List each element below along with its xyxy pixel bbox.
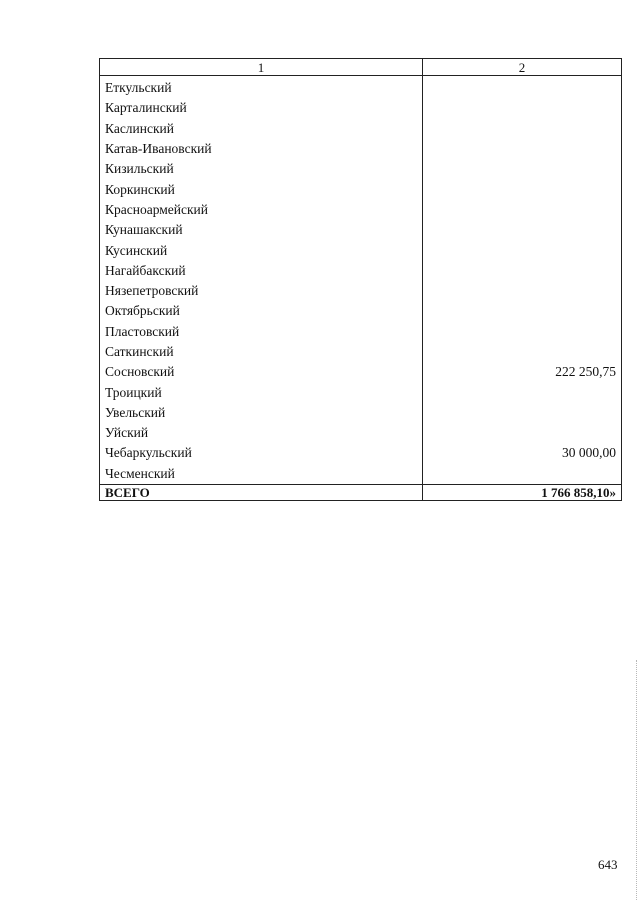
district-value: 222 250,75 — [423, 362, 622, 382]
district-value — [423, 220, 622, 240]
table-row — [100, 179, 622, 199]
total-value: 1 766 858,10» — [423, 484, 622, 500]
district-name: Октябрьский — [100, 301, 423, 321]
district-name: Красноармейский — [100, 200, 423, 220]
district-value — [423, 423, 622, 443]
district-name: Кусинский — [100, 240, 423, 260]
table-row — [100, 403, 622, 423]
column-header-2: 2 — [423, 59, 622, 76]
district-name: Пластовский — [100, 322, 423, 342]
district-name: Нязепетровский — [100, 281, 423, 301]
district-value — [423, 200, 622, 220]
district-name: Саткинский — [100, 342, 423, 362]
scan-edge-mark — [636, 660, 638, 900]
district-value — [423, 322, 622, 342]
district-name: Нагайбакский — [100, 261, 423, 281]
district-value: 30 000,00 — [423, 443, 622, 463]
district-value — [423, 281, 622, 301]
table-row — [100, 119, 622, 139]
district-value — [423, 301, 622, 321]
table-row — [100, 464, 622, 485]
table-row — [100, 301, 622, 321]
district-name: Карталинский — [100, 98, 423, 118]
district-value — [423, 261, 622, 281]
district-value — [423, 382, 622, 402]
district-name: Коркинский — [100, 179, 423, 199]
district-name: Каслинский — [100, 119, 423, 139]
table-row — [100, 261, 622, 281]
table-row — [100, 382, 622, 402]
district-value — [423, 76, 622, 99]
total-label: ВСЕГО — [100, 484, 423, 500]
table-row — [100, 423, 622, 443]
district-name: Еткульский — [100, 76, 423, 99]
district-name: Кизильский — [100, 159, 423, 179]
table-body — [100, 59, 622, 501]
district-name: Чебаркульский — [100, 443, 423, 463]
table-row — [100, 139, 622, 159]
table-row — [100, 76, 622, 99]
table-row — [100, 281, 622, 301]
page-number: 643 — [598, 857, 618, 872]
district-value — [423, 179, 622, 199]
total-row — [100, 484, 622, 500]
table-row — [100, 200, 622, 220]
district-value — [423, 119, 622, 139]
district-value — [423, 159, 622, 179]
table-row — [100, 362, 622, 382]
allocation-table — [99, 58, 622, 501]
district-name: Чесменский — [100, 464, 423, 485]
table-row — [100, 240, 622, 260]
district-name: Троицкий — [100, 382, 423, 402]
district-value — [423, 342, 622, 362]
district-name: Уйский — [100, 423, 423, 443]
column-header-1: 1 — [100, 59, 423, 76]
district-value — [423, 139, 622, 159]
district-name: Катав-Ивановский — [100, 139, 423, 159]
table-row — [100, 443, 622, 463]
district-name: Сосновский — [100, 362, 423, 382]
table-row — [100, 342, 622, 362]
district-value — [423, 403, 622, 423]
district-value — [423, 98, 622, 118]
district-value — [423, 464, 622, 485]
district-name: Кунашакский — [100, 220, 423, 240]
table-header-row — [100, 59, 622, 76]
table-row — [100, 159, 622, 179]
table-row — [100, 322, 622, 342]
table-row — [100, 98, 622, 118]
district-value — [423, 240, 622, 260]
table-row — [100, 220, 622, 240]
district-name: Увельский — [100, 403, 423, 423]
